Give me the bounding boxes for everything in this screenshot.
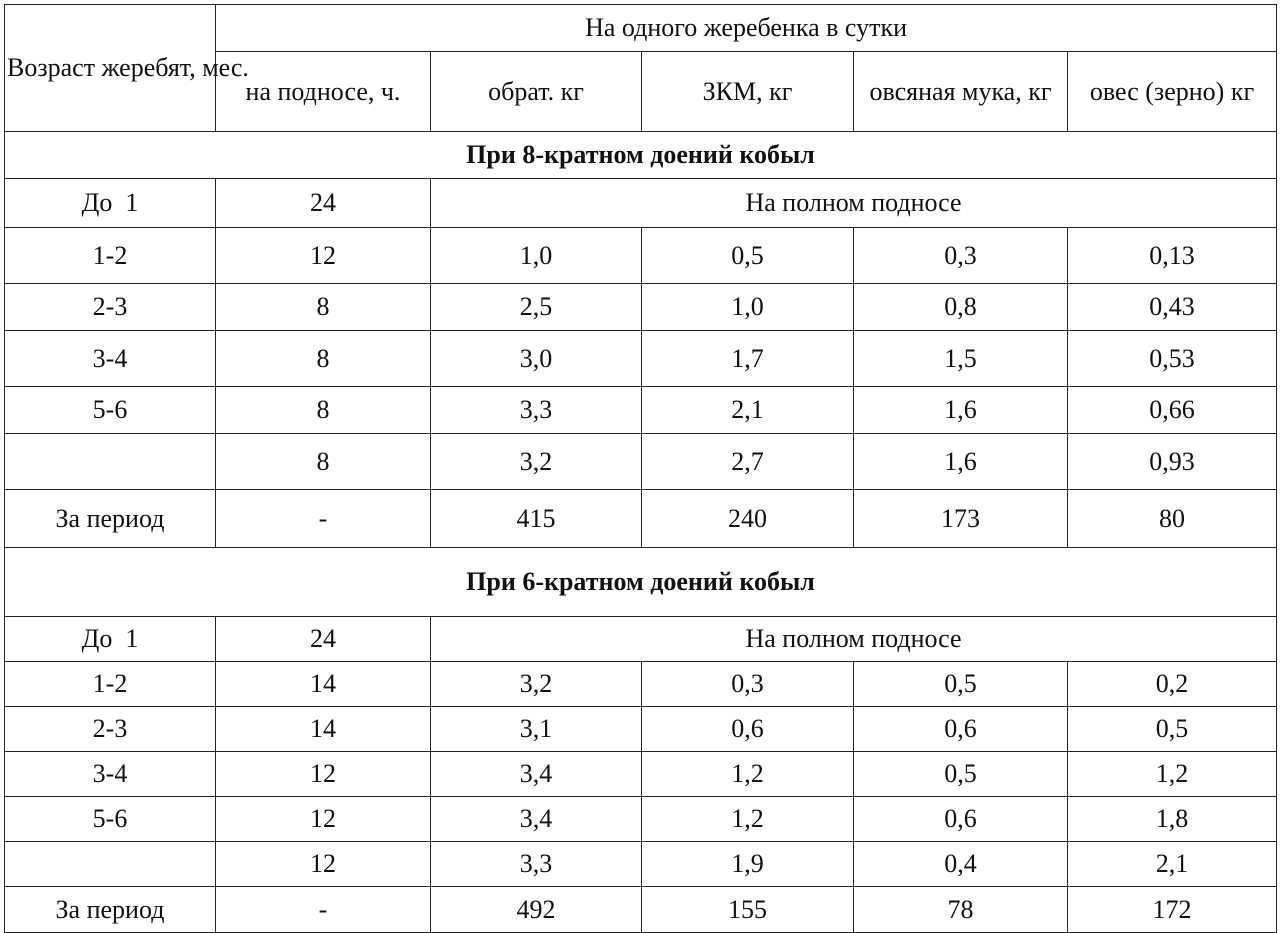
table-row bbox=[5, 752, 1277, 797]
table-cell: 80 bbox=[1068, 490, 1277, 548]
table-cell: 12 bbox=[216, 797, 431, 842]
table-cell: 0,8 bbox=[854, 284, 1068, 331]
table-cell: 1,6 bbox=[854, 387, 1068, 434]
hours-cell: 24 bbox=[216, 617, 431, 662]
table-cell: 78 bbox=[854, 887, 1068, 933]
section-title: При 6-кратном доений кобыл bbox=[5, 548, 1277, 617]
age-cell: 3-4 bbox=[5, 331, 216, 387]
table-cell: 12 bbox=[216, 752, 431, 797]
age-cell: 1-2 bbox=[5, 662, 216, 707]
table-row bbox=[5, 797, 1277, 842]
table-cell: - bbox=[216, 490, 431, 548]
table-row bbox=[5, 228, 1277, 284]
table-cell: 240 bbox=[642, 490, 854, 548]
column-header-hours: на подносе, ч. bbox=[216, 52, 431, 132]
table-cell: 1,6 bbox=[854, 434, 1068, 490]
age-column-header: Возраст жеребят, мес. bbox=[5, 5, 216, 132]
full-feeding-note: На полном подносе bbox=[431, 617, 1277, 662]
table-cell: 1,2 bbox=[1068, 752, 1277, 797]
table-cell: 0,6 bbox=[854, 707, 1068, 752]
table-cell: 2,1 bbox=[642, 387, 854, 434]
table-cell: 155 bbox=[642, 887, 854, 933]
age-cell bbox=[5, 842, 216, 887]
table-cell: 8 bbox=[216, 331, 431, 387]
table-cell: 1,0 bbox=[431, 228, 642, 284]
full-feeding-note: На полном подносе bbox=[431, 179, 1277, 228]
age-cell: 3-4 bbox=[5, 752, 216, 797]
table-cell: 1,2 bbox=[642, 752, 854, 797]
table-cell: 2,1 bbox=[1068, 842, 1277, 887]
table-cell: 12 bbox=[216, 842, 431, 887]
total-row bbox=[5, 887, 1277, 933]
feeding-table bbox=[4, 4, 1277, 933]
table-cell: 2,5 bbox=[431, 284, 642, 331]
header-row-top bbox=[5, 5, 1277, 52]
age-cell: До 1 bbox=[5, 179, 216, 228]
table-cell: 1,7 bbox=[642, 331, 854, 387]
table-cell: 173 bbox=[854, 490, 1068, 548]
table-cell: 3,0 bbox=[431, 331, 642, 387]
table-cell: 3,3 bbox=[431, 842, 642, 887]
column-header-oats: овес (зерно) кг bbox=[1068, 52, 1277, 132]
table-cell: 0,2 bbox=[1068, 662, 1277, 707]
table-cell: 492 bbox=[431, 887, 642, 933]
table-cell: 12 bbox=[216, 228, 431, 284]
table-row bbox=[5, 662, 1277, 707]
total-row bbox=[5, 490, 1277, 548]
table-row bbox=[5, 617, 1277, 662]
table-row bbox=[5, 707, 1277, 752]
table-cell: 3,2 bbox=[431, 662, 642, 707]
table-cell: 0,93 bbox=[1068, 434, 1277, 490]
table-row bbox=[5, 331, 1277, 387]
section-row bbox=[5, 132, 1277, 179]
column-header-skim-milk: обрат. кг bbox=[431, 52, 642, 132]
column-header-zkm: ЗКМ, кг bbox=[642, 52, 854, 132]
table-cell: 1,2 bbox=[642, 797, 854, 842]
total-label: За период bbox=[5, 887, 216, 933]
table-cell: 0,66 bbox=[1068, 387, 1277, 434]
group-header: На одного жеребенка в сутки bbox=[216, 5, 1277, 52]
table-row bbox=[5, 179, 1277, 228]
table-cell: 1,5 bbox=[854, 331, 1068, 387]
table-cell: 172 bbox=[1068, 887, 1277, 933]
table-cell: 1,0 bbox=[642, 284, 854, 331]
table-cell: 1,8 bbox=[1068, 797, 1277, 842]
table-cell: 8 bbox=[216, 284, 431, 331]
table-cell: 415 bbox=[431, 490, 642, 548]
table-cell: 8 bbox=[216, 387, 431, 434]
table-cell: 3,4 bbox=[431, 752, 642, 797]
table-cell: 0,3 bbox=[854, 228, 1068, 284]
table-row bbox=[5, 284, 1277, 331]
age-cell: До 1 bbox=[5, 617, 216, 662]
column-header-oat-flour: овсяная мука, кг bbox=[854, 52, 1068, 132]
table-row bbox=[5, 842, 1277, 887]
table-cell: 14 bbox=[216, 662, 431, 707]
table-row bbox=[5, 434, 1277, 490]
table-cell: 0,6 bbox=[854, 797, 1068, 842]
table-cell: 2,7 bbox=[642, 434, 854, 490]
table-cell: 3,3 bbox=[431, 387, 642, 434]
table-cell: - bbox=[216, 887, 431, 933]
table-cell: 8 bbox=[216, 434, 431, 490]
age-cell: 5-6 bbox=[5, 797, 216, 842]
age-cell: 2-3 bbox=[5, 284, 216, 331]
table-cell: 1,9 bbox=[642, 842, 854, 887]
table-cell: 0,6 bbox=[642, 707, 854, 752]
age-cell bbox=[5, 434, 216, 490]
table-cell: 0,13 bbox=[1068, 228, 1277, 284]
table-cell: 0,5 bbox=[854, 752, 1068, 797]
table-cell: 14 bbox=[216, 707, 431, 752]
table-cell: 0,43 bbox=[1068, 284, 1277, 331]
table-cell: 3,2 bbox=[431, 434, 642, 490]
table-cell: 3,1 bbox=[431, 707, 642, 752]
hours-cell: 24 bbox=[216, 179, 431, 228]
total-label: За период bbox=[5, 490, 216, 548]
age-cell: 5-6 bbox=[5, 387, 216, 434]
table-cell: 0,5 bbox=[1068, 707, 1277, 752]
age-cell: 1-2 bbox=[5, 228, 216, 284]
table-cell: 3,4 bbox=[431, 797, 642, 842]
section-row bbox=[5, 548, 1277, 617]
table-cell: 0,53 bbox=[1068, 331, 1277, 387]
age-cell: 2-3 bbox=[5, 707, 216, 752]
table-cell: 0,5 bbox=[854, 662, 1068, 707]
section-title: При 8-кратном доений кобыл bbox=[5, 132, 1277, 179]
table-cell: 0,3 bbox=[642, 662, 854, 707]
table-cell: 0,4 bbox=[854, 842, 1068, 887]
table-row bbox=[5, 387, 1277, 434]
table-cell: 0,5 bbox=[642, 228, 854, 284]
